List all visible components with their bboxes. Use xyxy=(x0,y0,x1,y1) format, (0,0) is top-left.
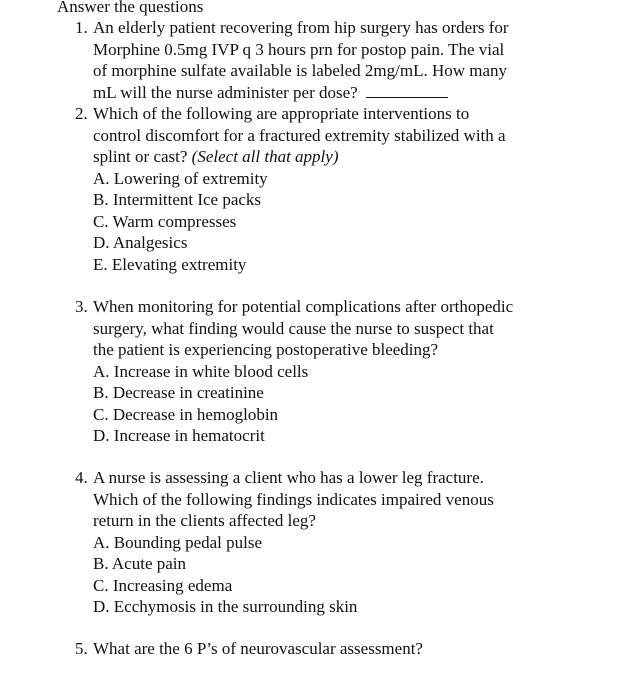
answer-blank[interactable] xyxy=(366,83,448,98)
page-heading: Answer the questions xyxy=(57,0,204,16)
question-text-line: mL will the nurse administer per dose? xyxy=(93,82,358,102)
answer-option[interactable]: D. Analgesics xyxy=(93,233,188,252)
question-text-line: When monitoring for potential complications after orthopedic xyxy=(93,297,514,316)
question-text-line: of morphine sulfate available is labeled 2mg/mL. How many xyxy=(93,61,508,80)
question-4 xyxy=(75,467,494,618)
answer-option[interactable]: A. Lowering of extremity xyxy=(93,168,268,188)
answer-option[interactable]: B. Intermittent Ice packs xyxy=(93,190,262,209)
answer-option[interactable]: C. Warm compresses xyxy=(93,211,237,231)
question-text-line-with-blank xyxy=(93,82,509,104)
question-text-line: control discomfort for a fractured extremity stabilized with a xyxy=(93,125,506,145)
answer-option[interactable]: A. Increase in white blood cells xyxy=(93,361,309,381)
answer-option[interactable]: B. Decrease in creatinine xyxy=(93,383,264,402)
answer-option[interactable]: C. Increasing edema xyxy=(93,575,233,595)
question-number: 2. xyxy=(75,104,88,123)
select-all-instruction: (Select all that apply) xyxy=(191,147,339,166)
question-text-fragment: splint or cast? xyxy=(93,147,188,166)
question-number: 4. xyxy=(75,468,88,487)
answer-option[interactable]: E. Elevating extremity xyxy=(93,254,247,274)
question-3 xyxy=(75,296,513,447)
question-number: 3. xyxy=(75,297,88,316)
answer-option[interactable]: C. Decrease in hemoglobin xyxy=(93,404,279,424)
question-5 xyxy=(75,638,423,660)
question-2 xyxy=(75,103,506,275)
question-text-line: Morphine 0.5mg IVP q 3 hours prn for postop pain. The vial xyxy=(93,39,505,59)
answer-option[interactable]: D. Increase in hematocrit xyxy=(93,426,265,445)
question-text-line: surgery, what finding would cause the nurse to suspect that xyxy=(93,318,494,338)
question-number: 5. xyxy=(75,639,88,658)
question-text-line xyxy=(93,146,506,168)
question-text-line: Which of the following are appropriate interventions to xyxy=(93,104,470,123)
answer-option[interactable]: A. Bounding pedal pulse xyxy=(93,532,263,552)
question-text-line: Which of the following findings indicates impaired venous xyxy=(93,489,494,509)
question-text-line: An elderly patient recovering from hip surgery has orders for xyxy=(93,18,509,37)
question-1 xyxy=(75,17,509,103)
question-text-line: A nurse is assessing a client who has a lower leg fracture. xyxy=(93,468,484,487)
answer-option[interactable]: D. Ecchymosis in the surrounding skin xyxy=(93,597,358,616)
question-number: 1. xyxy=(75,18,88,37)
question-text-line: return in the clients affected leg? xyxy=(93,511,316,530)
answer-option[interactable]: B. Acute pain xyxy=(93,554,187,573)
question-text-line: What are the 6 P’s of neurovascular assessment? xyxy=(93,639,423,658)
question-text-line: the patient is experiencing postoperative bleeding? xyxy=(93,340,439,359)
